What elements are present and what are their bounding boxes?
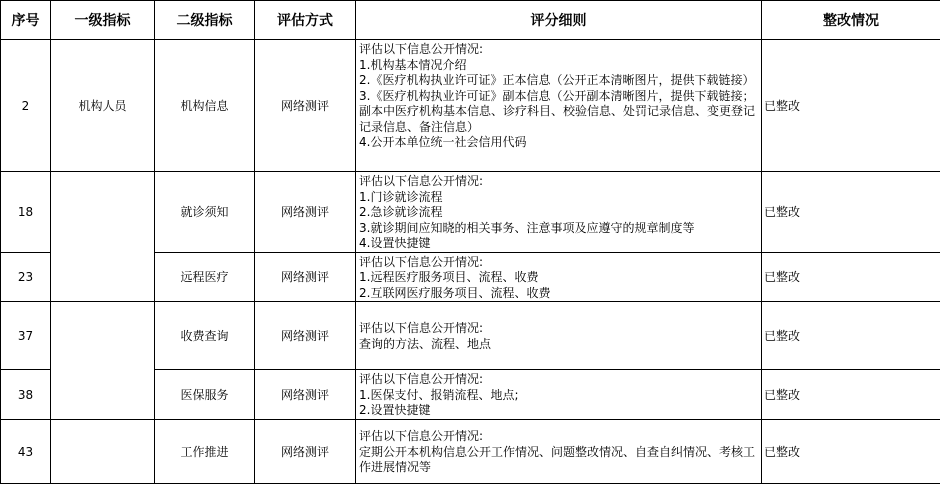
table-row — [1, 420, 940, 484]
row-status: 已整改 — [762, 40, 940, 172]
row-method: 网络测评 — [255, 302, 356, 370]
rule-line: 评估以下信息公开情况: — [359, 255, 758, 271]
row-level2: 医保服务 — [155, 370, 255, 420]
row-level2: 工作推进 — [155, 420, 255, 484]
row-status: 已整改 — [762, 302, 940, 370]
row-level2: 机构信息 — [155, 40, 255, 172]
header-status: 整改情况 — [762, 1, 940, 40]
row-level1 — [51, 420, 155, 484]
row-status: 已整改 — [762, 420, 940, 484]
row-no: 2 — [1, 40, 51, 172]
row-method: 网络测评 — [255, 370, 356, 420]
row-method: 网络测评 — [255, 420, 356, 484]
row-rules — [356, 420, 762, 484]
rule-line: 2.互联网医疗服务项目、流程、收费 — [359, 286, 758, 302]
row-level2: 远程医疗 — [155, 252, 255, 302]
rule-line: 评估以下信息公开情况: — [359, 429, 758, 445]
row-no: 23 — [1, 252, 51, 302]
rule-line: 查询的方法、流程、地点 — [359, 337, 758, 353]
rule-line: 1.远程医疗服务项目、流程、收费 — [359, 270, 758, 286]
row-level1 — [51, 172, 155, 302]
rule-line: 3.《医疗机构执业许可证》副本信息（公开副本清晰图片，提供下载链接；副本中医疗机构基本信息、诊疗科目、校验信息、处罚记录信息、变更登记记录信息、备注信息） — [359, 89, 758, 136]
rule-line: 4.设置快捷键 — [359, 236, 758, 252]
header-method: 评估方式 — [255, 1, 356, 40]
table-row — [1, 172, 940, 253]
rule-line: 1.医保支付、报销流程、地点; — [359, 388, 758, 404]
row-rules — [356, 172, 762, 253]
row-no: 37 — [1, 302, 51, 370]
row-rules — [356, 252, 762, 302]
rule-line: 2.《医疗机构执业许可证》正本信息（公开正本清晰图片，提供下载链接） — [359, 73, 758, 89]
row-status: 已整改 — [762, 370, 940, 420]
header-rules: 评分细则 — [356, 1, 762, 40]
row-level2: 就诊须知 — [155, 172, 255, 253]
row-no: 18 — [1, 172, 51, 253]
rule-line: 1.机构基本情况介绍 — [359, 58, 758, 74]
rule-line: 3.就诊期间应知晓的相关事务、注意事项及应遵守的规章制度等 — [359, 221, 758, 237]
row-method: 网络测评 — [255, 40, 356, 172]
header-level2: 二级指标 — [155, 1, 255, 40]
row-method: 网络测评 — [255, 252, 356, 302]
rule-line: 评估以下信息公开情况: — [359, 321, 758, 337]
header-row — [1, 1, 940, 40]
header-no: 序号 — [1, 1, 51, 40]
rule-line: 评估以下信息公开情况: — [359, 42, 758, 58]
table-row — [1, 40, 940, 172]
rule-line: 4.公开本单位统一社会信用代码 — [359, 135, 758, 151]
row-level2: 收费查询 — [155, 302, 255, 370]
rule-line: 1.门诊就诊流程 — [359, 190, 758, 206]
row-rules — [356, 302, 762, 370]
rule-line: 2.急诊就诊流程 — [359, 205, 758, 221]
row-status: 已整改 — [762, 252, 940, 302]
row-rules — [356, 370, 762, 420]
row-method: 网络测评 — [255, 172, 356, 253]
rule-line: 评估以下信息公开情况: — [359, 372, 758, 388]
row-rules — [356, 40, 762, 172]
row-level1: 机构人员 — [51, 40, 155, 172]
header-level1: 一级指标 — [51, 1, 155, 40]
row-level1 — [51, 302, 155, 420]
row-no: 43 — [1, 420, 51, 484]
row-no: 38 — [1, 370, 51, 420]
rule-line: 2.设置快捷键 — [359, 403, 758, 419]
rule-line: 定期公开本机构信息公开工作情况、问题整改情况、自查自纠情况、考核工作进展情况等 — [359, 445, 758, 476]
row-status: 已整改 — [762, 172, 940, 253]
table-row — [1, 302, 940, 370]
rule-line: 评估以下信息公开情况: — [359, 174, 758, 190]
